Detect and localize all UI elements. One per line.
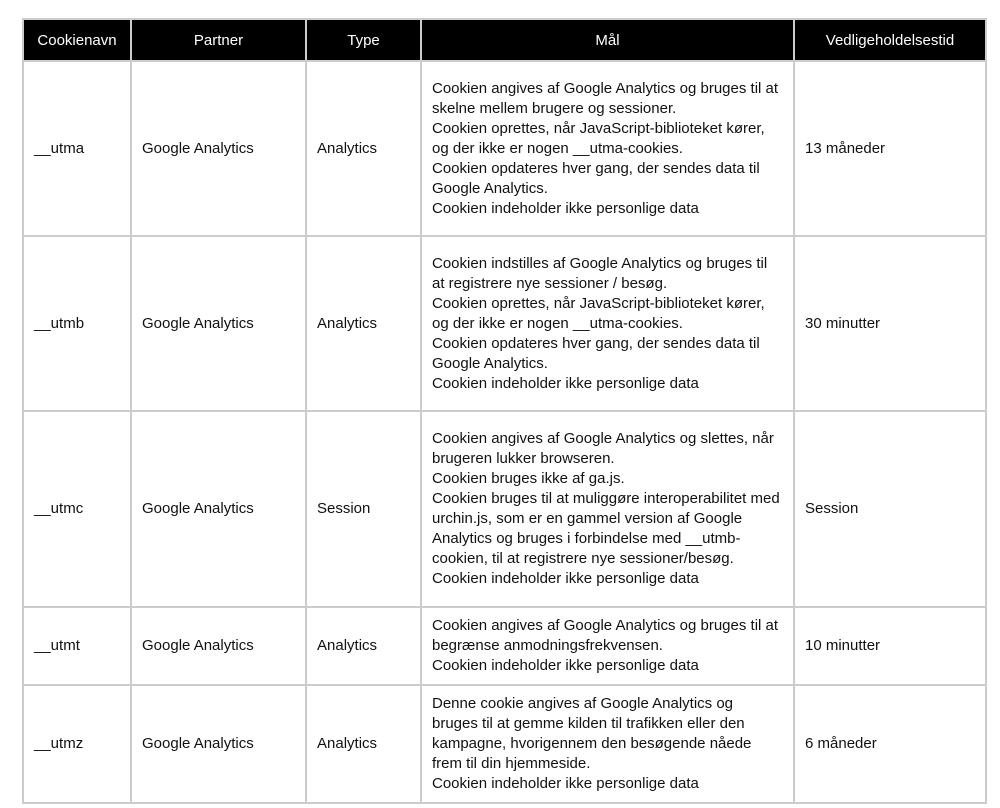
purpose-line: Cookien bruges til at muliggøre interoperabilitet med urchin.js, som er en gammel version af Google Analytics og bruges i forbindelse med __utmb-cookien, til at registrere nye sessioner/besøg. xyxy=(432,490,780,567)
purpose-line: Cookien opdateres hver gang, der sendes data til Google Analytics. xyxy=(432,334,760,372)
purpose-line: Cookien angives af Google Analytics og bruges til at begrænse anmodningsfrekvensen. xyxy=(432,617,779,654)
partner-cell: Google Analytics xyxy=(131,236,306,411)
partner-cell: Google Analytics xyxy=(131,61,306,236)
duration-cell: 13 måneder xyxy=(794,61,986,236)
cookie-name-cell: __utmb xyxy=(23,236,131,411)
duration-cell: 30 minutter xyxy=(794,236,986,411)
type-cell: Analytics xyxy=(306,236,421,411)
purpose-line: Cookien oprettes, når JavaScript-biblioteket kører, og der ikke er nogen __utma-cookies. xyxy=(432,294,765,332)
purpose-line: Cookien indeholder ikke personlige data xyxy=(432,775,699,792)
purpose-line: Cookien opdateres hver gang, der sendes data til Google Analytics. xyxy=(432,159,760,197)
column-header-cookie-name: Cookienavn xyxy=(23,19,131,61)
type-cell: Analytics xyxy=(306,685,421,803)
purpose-line: Cookien indstilles af Google Analytics og bruges til at registrere nye sessioner / besøg. xyxy=(432,254,768,292)
partner-cell: Google Analytics xyxy=(131,685,306,803)
cookie-name-cell: __utmz xyxy=(23,685,131,803)
purpose-line: Cookien indeholder ikke personlige data xyxy=(432,657,699,674)
purpose-line: Cookien angives af Google Analytics og bruges til at skelne mellem brugere og sessioner. xyxy=(432,79,779,117)
table-row xyxy=(23,236,986,411)
purpose-line: Cookien indeholder ikke personlige data xyxy=(432,374,699,392)
purpose-line: Cookien oprettes, når JavaScript-biblioteket kører, og der ikke er nogen __utma-cookies. xyxy=(432,119,765,157)
purpose-cell xyxy=(421,685,794,803)
type-cell: Analytics xyxy=(306,61,421,236)
column-header-partner: Partner xyxy=(131,19,306,61)
cookie-name-cell: __utma xyxy=(23,61,131,236)
purpose-line: Cookien bruges ikke af ga.js. xyxy=(432,470,625,487)
purpose-cell xyxy=(421,607,794,685)
partner-cell: Google Analytics xyxy=(131,411,306,607)
purpose-cell xyxy=(421,411,794,607)
purpose-cell xyxy=(421,61,794,236)
cookie-name-cell: __utmc xyxy=(23,411,131,607)
cookie-table xyxy=(22,18,987,804)
type-cell: Session xyxy=(306,411,421,607)
purpose-line: Cookien indeholder ikke personlige data xyxy=(432,570,699,587)
cookie-name-cell: __utmt xyxy=(23,607,131,685)
table-row xyxy=(23,685,986,803)
purpose-line: Cookien indeholder ikke personlige data xyxy=(432,199,699,217)
purpose-line: Cookien angives af Google Analytics og slettes, når brugeren lukker browseren. xyxy=(432,430,774,467)
duration-cell: 10 minutter xyxy=(794,607,986,685)
purpose-cell xyxy=(421,236,794,411)
column-header-duration: Vedligeholdelsestid xyxy=(794,19,986,61)
header-row xyxy=(23,19,986,61)
column-header-purpose: Mål xyxy=(421,19,794,61)
column-header-type: Type xyxy=(306,19,421,61)
duration-cell: 6 måneder xyxy=(794,685,986,803)
table-row xyxy=(23,607,986,685)
partner-cell: Google Analytics xyxy=(131,607,306,685)
table-row xyxy=(23,61,986,236)
purpose-line: Denne cookie angives af Google Analytics og bruges til at gemme kilden til trafikken eller den kampagne, hvorigennem den besøgende nåede frem til din hjemmeside. xyxy=(432,695,752,772)
table-row xyxy=(23,411,986,607)
duration-cell: Session xyxy=(794,411,986,607)
type-cell: Analytics xyxy=(306,607,421,685)
